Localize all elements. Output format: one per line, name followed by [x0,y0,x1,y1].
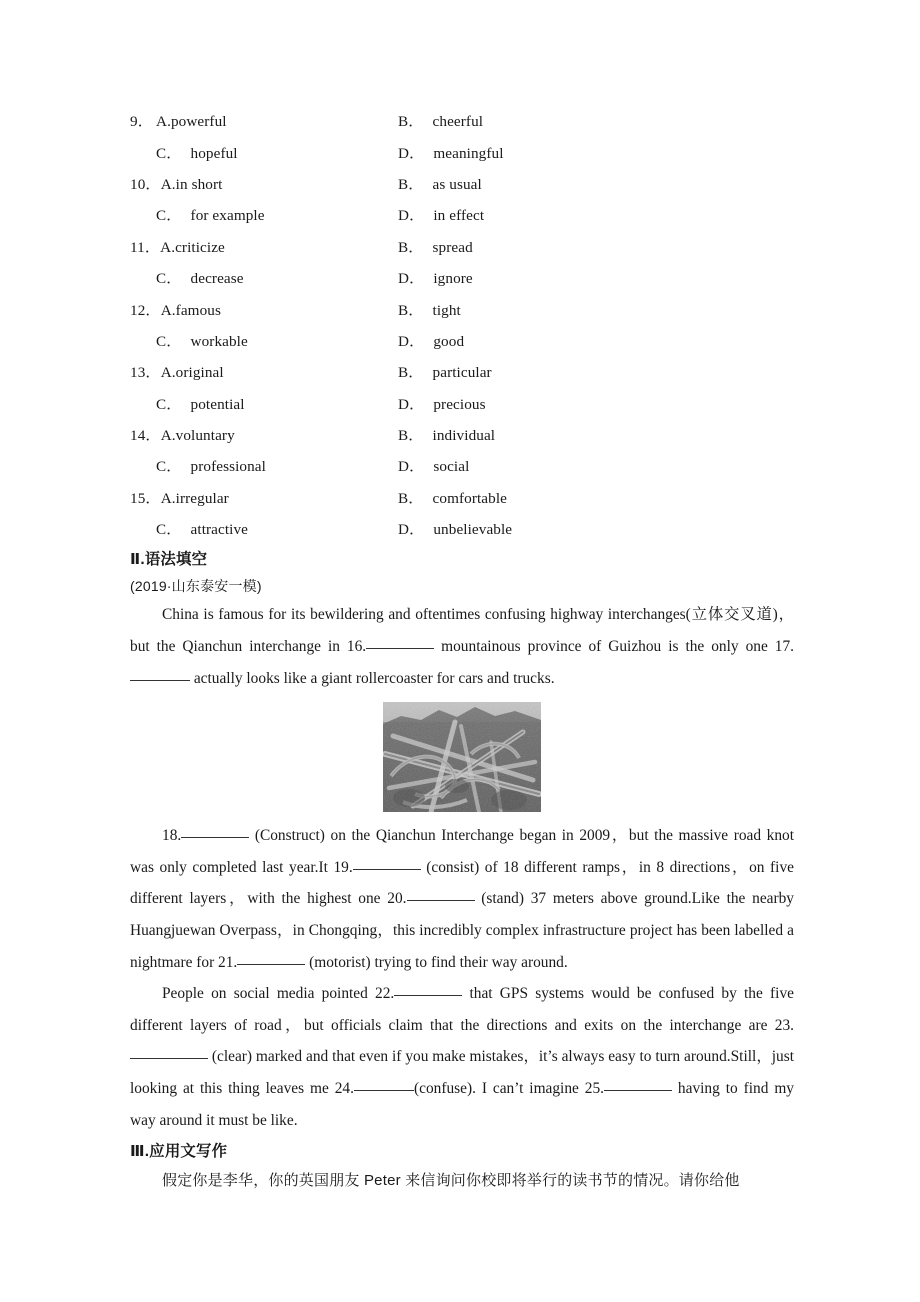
blank-20[interactable] [407,889,475,901]
mc-label-12d: D． [398,332,425,350]
mc-text-13b: particular [432,364,492,382]
grammar-p1-text-2: mountainous province of Guizhou is the only one 17. [434,638,794,656]
blank-17[interactable] [130,669,190,681]
mc-row-15-ab [130,482,794,513]
grammar-p3-text-2: that GPS systems would be confused by the five different layers of road，but officials claim that the directions and exits on the interchange are 23. [130,985,794,1034]
mc-label-9b: B． [398,113,424,131]
mc-label-14d: D． [398,458,425,476]
mc-label-11c: C． [156,270,182,288]
grammar-p2-text-3: (consist) of 18 different ramps，in 8 directions，on five different layers，with the highest one 20. [130,858,794,908]
mc-label-13c: C． [156,395,182,413]
mc-label-10b: B． [398,175,424,193]
grammar-p1-text-3: actually looks like a giant rollercoaster for cars and trucks. [190,669,555,687]
mc-row-9-cd [130,136,794,167]
mc-text-10d: in effect [433,207,485,225]
mc-option-12c[interactable] [130,330,398,351]
mc-option-13c[interactable] [130,393,398,414]
mc-number-15: 15． [130,489,161,507]
mc-option-12d[interactable] [398,330,464,351]
mc-label-13d: D． [398,395,425,413]
mc-text-11a: criticize [175,238,225,256]
mc-option-11c[interactable] [130,267,398,288]
grammar-paragraph-2 [130,820,794,978]
mc-text-11c: decrease [190,270,244,288]
mc-text-15c: attractive [190,521,249,539]
mc-number-13: 13． [130,364,161,382]
mc-row-14-cd [130,450,794,481]
figure-container [130,702,794,812]
grammar-paragraph-1 [130,599,794,694]
mc-row-12-ab [130,293,794,324]
grammar-p2-text-4: (stand) 37 meters above ground.Like the nearby Huangjuewan Overpass，in Chongqing，this incredibly complex infrastructure project has been labelled a nightmare for 21. [130,890,794,971]
mc-option-10a[interactable] [130,173,398,194]
mc-text-12d: good [433,332,465,350]
mc-option-15c[interactable] [130,518,398,539]
mc-row-13-ab [130,356,794,387]
mc-option-9d[interactable] [398,142,504,163]
mc-label-12c: C． [156,332,182,350]
mc-option-12b[interactable] [398,299,461,320]
blank-22[interactable] [394,984,462,996]
grammar-p3-text-5: having to find my way around it must be like. [130,1080,794,1129]
grammar-p3-text-4: (confuse). I can’t imagine 25. [413,1080,605,1097]
mc-text-11b: spread [432,238,473,256]
mc-row-9-ab [130,105,794,136]
mc-text-14c: professional [190,458,266,476]
mc-label-10c: C． [156,207,182,225]
mc-text-15a: irregular [175,489,229,507]
mc-label-11a: A. [160,238,176,256]
mc-text-13d: precious [433,395,486,413]
mc-option-13a[interactable] [130,361,398,382]
blank-16[interactable] [366,637,434,649]
mc-text-11d: ignore [433,270,473,288]
mc-text-14d: social [433,458,470,476]
blank-25[interactable] [604,1079,672,1091]
mc-option-15a[interactable] [130,487,398,508]
grammar-p2-text-2: (Construct) on the Qianchun Interchange began in 2009，but the massive road knot was only completed last year.It 19. [130,827,794,876]
mc-option-14c[interactable] [130,455,398,476]
mc-text-12a: famous [175,301,221,319]
mc-option-13d[interactable] [398,393,486,414]
mc-option-12a[interactable] [130,299,398,320]
mc-label-10d: D． [398,207,425,225]
mc-row-11-ab [130,231,794,262]
mc-label-13a: A. [160,364,176,382]
mc-option-11a[interactable] [130,236,398,257]
mc-label-10a: A. [160,175,176,193]
grammar-p3-text-3: (clear) marked and that even if you make mistakes，it’s always easy to turn around.Still，just looking at this thing leaves me 24. [130,1048,794,1097]
interchange-photo-graphic [383,702,541,812]
mc-text-9c: hopeful [190,144,238,162]
mc-row-11-cd [130,262,794,293]
mc-number-14: 14． [130,427,161,445]
mc-option-11d[interactable] [398,267,473,288]
mc-text-13c: potential [190,395,245,413]
mc-number-12: 12． [130,301,161,319]
grammar-p3-text-1: People on social media pointed 22. [162,985,395,1003]
mc-option-14a[interactable] [130,424,398,445]
blank-24[interactable] [354,1079,414,1091]
mc-text-15b: comfortable [432,489,508,507]
mc-label-14b: B． [398,427,424,445]
mc-option-11b[interactable] [398,236,473,257]
mc-label-12b: B． [398,301,424,319]
mc-label-14a: A. [160,427,176,445]
mc-option-14b[interactable] [398,424,495,445]
mc-label-11b: B． [398,238,424,256]
section-heading-writing: Ⅲ.应用文写作 [130,1143,228,1161]
blank-21[interactable] [237,953,305,965]
mc-text-14a: voluntary [175,427,235,445]
mc-number-10: 10． [130,175,161,193]
mc-label-12a: A. [160,301,176,319]
mc-text-9d: meaningful [433,144,504,162]
mc-text-9a: powerful [170,113,227,131]
exam-source-line: (2019·山东泰安一模) [130,578,262,595]
writing-prompt-paragraph: 假定你是李华，你的英国朋友 Peter 来信询问你校即将举行的读书节的情况。请你给他 [162,1172,740,1190]
mc-option-9a[interactable] [130,110,398,131]
mc-number-11: 11． [130,238,161,256]
mc-label-9a: A. [156,113,171,131]
blank-19[interactable] [353,858,421,870]
mc-text-9b: cheerful [432,113,484,131]
mc-row-10-ab [130,168,794,199]
mc-text-10a: in short [175,175,223,193]
blank-23[interactable] [130,1047,208,1059]
mc-text-10c: for example [190,207,265,225]
mc-option-10d[interactable] [398,204,484,225]
mc-text-15d: unbelievable [433,521,513,539]
mc-text-14b: individual [432,427,496,445]
mc-row-10-cd [130,199,794,230]
mc-text-12b: tight [432,301,461,319]
grammar-p2-text-5: (motorist) trying to find their way around. [305,953,568,971]
mc-label-15a: A. [160,489,176,507]
mc-label-11d: D． [398,270,425,288]
mc-text-12c: workable [190,332,248,350]
grammar-p1-text-1: China is famous for its bewildering and oftentimes confusing highway interchanges(立体交叉道)，but the Qianchun interchange in 16. [130,606,794,656]
mc-number-9: 9． [130,113,153,131]
mc-option-10b[interactable] [398,173,482,194]
blank-18[interactable] [181,826,249,838]
mc-option-13b[interactable] [398,361,492,382]
multiple-choice-block [130,105,794,544]
mc-label-9d: D． [398,144,425,162]
mc-row-14-ab [130,419,794,450]
section-heading-grammar: Ⅱ.语法填空 [130,551,208,569]
mc-option-9c[interactable] [130,142,398,163]
grammar-paragraph-3 [130,978,794,1136]
mc-label-9c: C． [156,144,182,162]
mc-label-14c: C． [156,458,182,476]
mc-label-15c: C． [156,521,182,539]
mc-option-10c[interactable] [130,204,398,225]
mc-row-13-cd [130,388,794,419]
mc-row-15-cd [130,513,794,544]
mc-label-15b: B． [398,489,424,507]
interchange-photo [383,702,541,812]
mc-label-15d: D． [398,521,425,539]
mc-option-15d[interactable] [398,518,512,539]
mc-option-14d[interactable] [398,455,469,476]
mc-text-13a: original [175,364,224,382]
grammar-p2-text-1: 18. [162,827,182,845]
mc-option-15b[interactable] [398,487,507,508]
page-content [130,105,794,1196]
mc-text-10b: as usual [432,175,482,193]
mc-row-12-cd [130,325,794,356]
mc-option-9b[interactable] [398,110,483,131]
mc-label-13b: B． [398,364,424,382]
